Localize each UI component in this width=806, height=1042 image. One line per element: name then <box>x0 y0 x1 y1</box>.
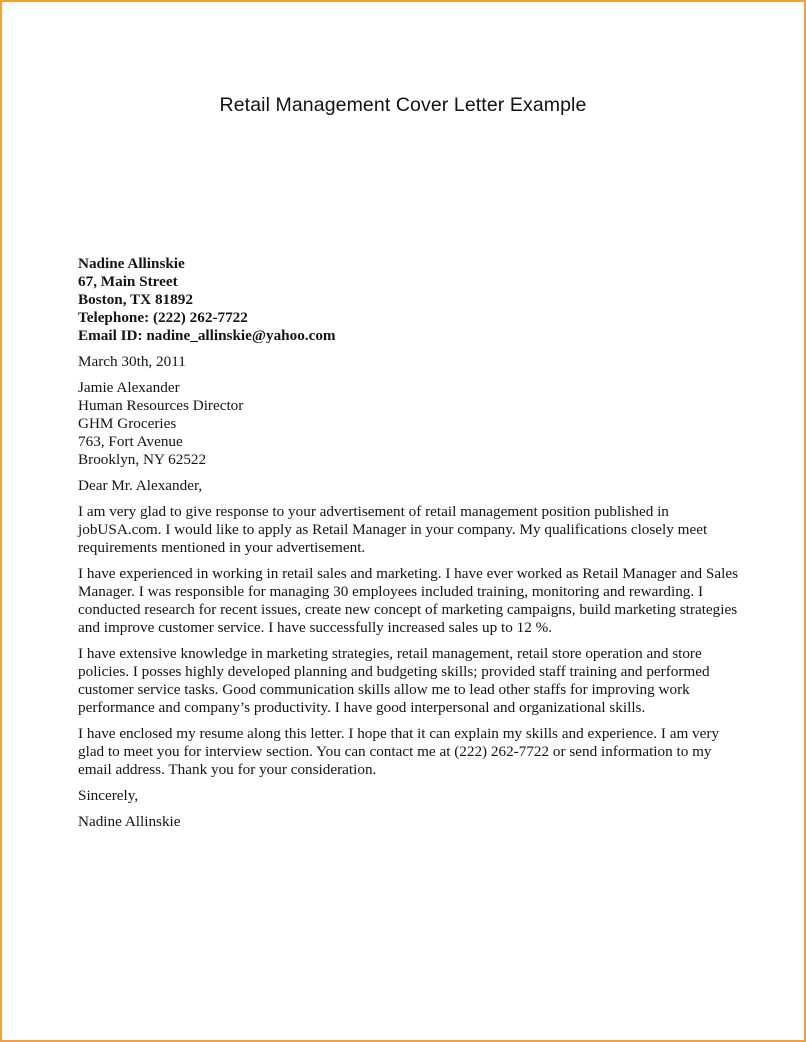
sender-telephone: Telephone: (222) 262-7722 <box>78 309 248 326</box>
paragraph-experience: I have experienced in working in retail sales and marketing. I have ever worked as Retail Manager and Sales Manager. I was responsible for managing 30 employees included training, monitoring and rewarding. I conducted research for recent issues, create new concept of marketing campaigns, build marketing strategies and improve customer service. I have successfully increased sales up to 12 %. <box>78 565 738 636</box>
recipient-street: 763, Fort Avenue <box>78 433 183 450</box>
signature: Nadine Allinskie <box>78 813 181 830</box>
document-title: Retail Management Cover Letter Example <box>219 94 587 116</box>
recipient-name: Jamie Alexander <box>78 379 180 396</box>
salutation: Dear Mr. Alexander, <box>78 477 203 494</box>
sender-block <box>78 255 738 345</box>
recipient-block <box>78 379 738 469</box>
letter-date: March 30th, 2011 <box>78 353 186 370</box>
paragraph-intro: I am very glad to give response to your advertisement of retail management position published in jobUSA.com. I would like to apply as Retail Manager in your company. My qualifications closely meet requirements mentioned in your advertisement. <box>78 503 708 556</box>
recipient-city: Brooklyn, NY 62522 <box>78 451 207 468</box>
paragraph-knowledge: I have extensive knowledge in marketing strategies, retail management, retail store operation and store policies. I posses highly developed planning and budgeting skills; provided staff training and performed customer service tasks. Good communication skills allow me to lead other staffs for improving work performance and company’s productivity. I have good interpersonal and organizational skills. <box>78 645 710 716</box>
sender-name: Nadine Allinskie <box>78 255 185 272</box>
sender-street: 67, Main Street <box>78 273 178 290</box>
recipient-title: Human Resources Director <box>78 397 244 414</box>
sender-city: Boston, TX 81892 <box>78 291 193 308</box>
sender-email: Email ID: nadine_allinskie@yahoo.com <box>78 327 336 344</box>
letter-body <box>78 255 738 831</box>
closing: Sincerely, <box>78 787 139 804</box>
recipient-company: GHM Groceries <box>78 415 177 432</box>
paragraph-closing: I have enclosed my resume along this letter. I hope that it can explain my skills and experience. I am very glad to meet you for interview section. You can contact me at (222) 262-7722 or send information to my email address. Thank you for your consideration. <box>78 725 720 778</box>
